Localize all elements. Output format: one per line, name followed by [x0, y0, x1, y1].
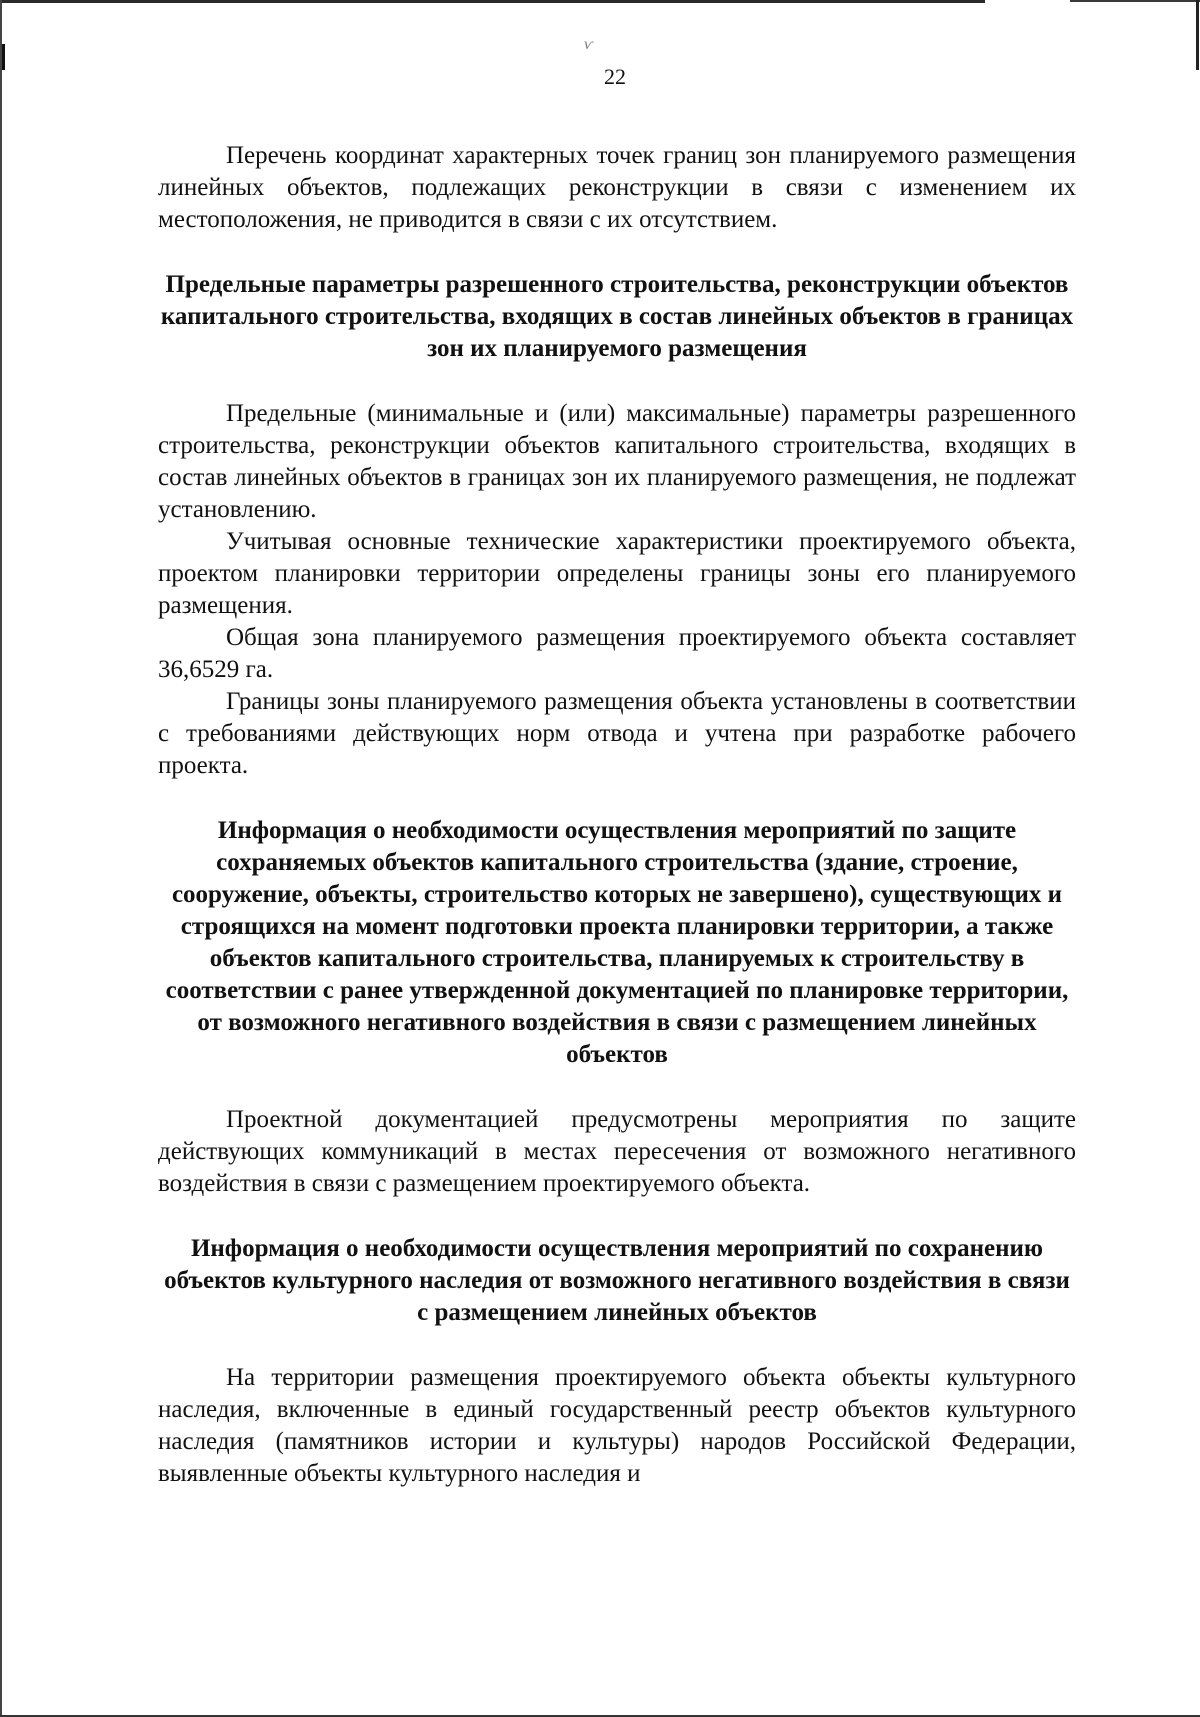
paragraph-limit-parameters: Предельные (минимальные и (или) максимальные) параметры разрешенного строительства, реконструкции объектов капитального строительства, входящих в состав линейных объектов в границах зон их планируемого размещения, не подлежат установлению. — [158, 400, 1076, 523]
paragraph-protection-measures: Проектной документацией предусмотрены мероприятия по защите действующих коммуникаций в местах пересечения от возможного негативного воздействия в связи с размещением проектируемого объекта. — [158, 1106, 1076, 1197]
section-heading-cultural-heritage: Информация о необходимости осуществления мероприятий по сохранению объектов культурного наследия от возможного негативного воздействия в связи с размещением линейных объектов — [164, 1235, 1070, 1326]
page-number: 22 — [604, 64, 626, 89]
section-heading-limit-parameters: Предельные параметры разрешенного строительства, реконструкции объектов капитального строительства, входящих в состав линейных объектов в границах зон их планируемого размещения — [160, 271, 1074, 362]
paragraph-total-zone: Общая зона планируемого размещения проектируемого объекта составляет 36,6529 га. — [158, 624, 1076, 683]
paragraph-zone-boundaries: Границы зоны планируемого размещения объекта установлены в соответствии с требованиями действующих норм отвода и учтена при разработке рабочего проекта. — [158, 688, 1076, 779]
scan-edge-top-right — [1070, 0, 1200, 2]
section-heading-protection-measures: Информация о необходимости осуществления мероприятий по защите сохраняемых объектов капитального строительства (здание, строение, сооружение, объекты, строительство которых не завершено), существующих и строящихся на момент подготовки проекта планировки территории, а также объектов капитального строительства, планируемых к строительству в соответствии с ранее утвержденной документацией по планировке территории, от возможного негативного воздействия в связи с размещением линейных объектов — [165, 817, 1069, 1068]
scan-mark: ѵ — [584, 36, 593, 53]
paragraph-cultural-heritage: На территории размещения проектируемого объекта объекты культурного наследия, включенные в единый государственный реестр объектов культурного наследия (памятников истории и культуры) народов Российской Федерации, выявленные объекты культурного наследия и — [158, 1364, 1076, 1487]
document-body — [158, 140, 1076, 1490]
scan-edge-left — [0, 0, 2, 1717]
intro-paragraph: Перечень координат характерных точек границ зон планируемого размещения линейных объектов, подлежащих реконструкции в связи с изменением их местоположения, не приводится в связи с их отсутствием. — [158, 142, 1076, 233]
scan-edge-top — [0, 0, 985, 3]
scan-edge-right — [1196, 0, 1199, 70]
paragraph-technical-characteristics: Учитывая основные технические характеристики проектируемого объекта, проектом планировки территории определены границы зоны его планируемого размещения. — [158, 528, 1076, 619]
